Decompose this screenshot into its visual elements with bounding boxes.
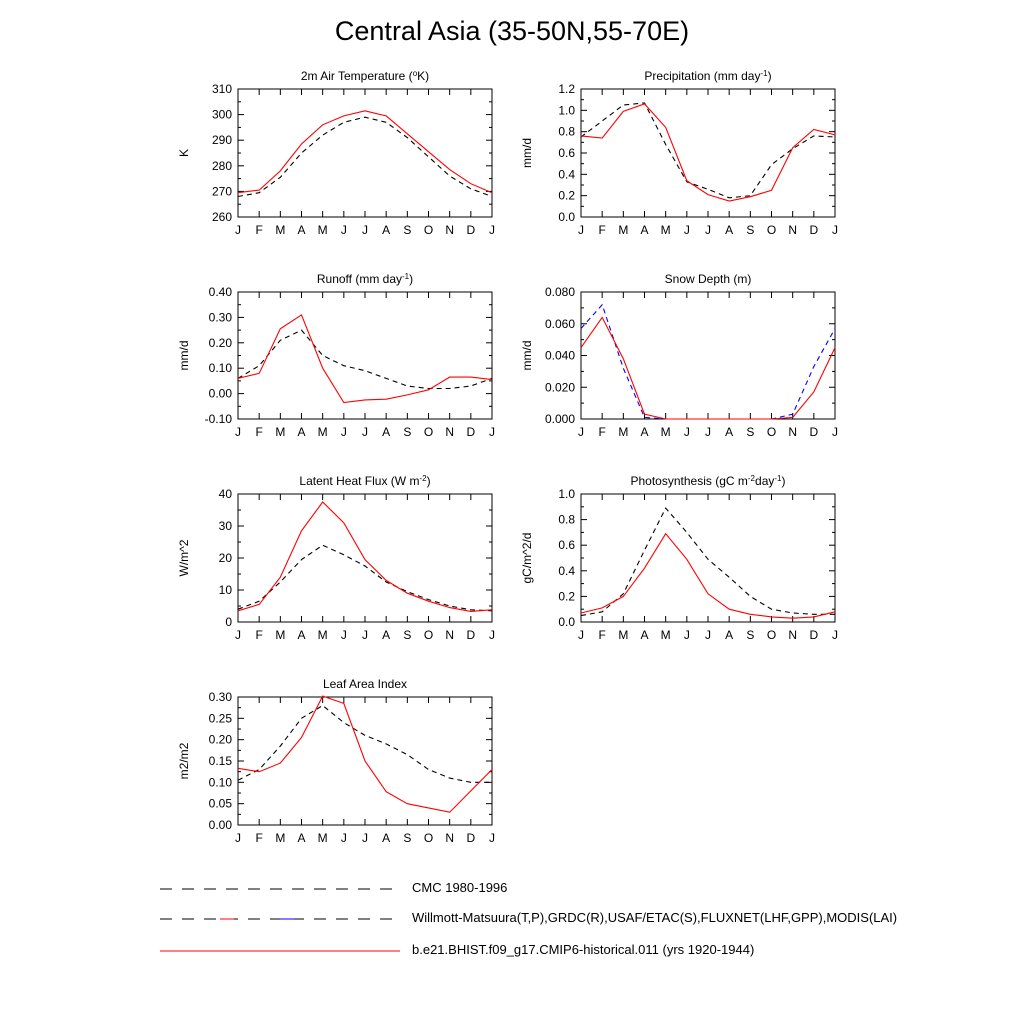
- plot-frame: [238, 494, 492, 622]
- x-tick-label: J: [340, 425, 347, 439]
- x-tick-label: J: [489, 628, 495, 642]
- x-tick-label: A: [640, 425, 649, 439]
- series-line-2: [581, 305, 835, 419]
- legend-label-model: b.e21.BHIST.f09_g17.CMIP6-historical.011 (yrs 1920-1944): [412, 942, 755, 957]
- x-tick-label: J: [832, 628, 838, 642]
- y-tick-label: 0.00: [208, 818, 232, 832]
- series-line-2: [238, 315, 492, 403]
- y-tick-label: 20: [218, 551, 232, 565]
- y-tick-label: 0.000: [544, 412, 575, 426]
- y-tick-label: 280: [211, 158, 232, 173]
- series-line-2: [238, 111, 492, 193]
- x-tick-label: M: [275, 831, 286, 845]
- y-tick-label: 0.020: [544, 380, 575, 395]
- y-tick-label: -0.10: [204, 412, 232, 426]
- panel-title: Precipitation (mm day$^{-1}$): [644, 68, 772, 83]
- x-tick-label: J: [489, 831, 495, 845]
- x-tick-label: J: [235, 425, 241, 439]
- x-tick-label: D: [809, 628, 819, 642]
- x-tick-label: A: [725, 223, 734, 237]
- x-tick-label: A: [297, 628, 306, 642]
- x-tick-label: D: [466, 628, 476, 642]
- y-tick-label: 0.05: [208, 796, 232, 811]
- x-tick-label: F: [255, 831, 263, 845]
- x-tick-label: A: [382, 223, 391, 237]
- y-tick-label: 0.4: [558, 167, 575, 182]
- series-line-2: [581, 534, 835, 619]
- panel-title: Latent Heat Flux (W $m^{-2}$): [299, 473, 431, 488]
- series-line-1: [238, 117, 492, 196]
- x-tick-label: M: [660, 628, 671, 642]
- x-tick-label: M: [275, 628, 286, 642]
- x-tick-label: A: [725, 628, 734, 642]
- legend-item-model: [160, 941, 980, 961]
- x-tick-label: F: [255, 425, 263, 439]
- y-axis-label: mm/d: [520, 340, 534, 371]
- x-tick-label: J: [235, 628, 241, 642]
- y-tick-label: 290: [211, 133, 232, 148]
- x-tick-label: S: [403, 628, 412, 642]
- x-tick-label: F: [255, 223, 263, 237]
- y-tick-label: 0.15: [208, 754, 232, 768]
- x-tick-label: M: [275, 223, 286, 237]
- x-tick-label: J: [578, 425, 584, 439]
- x-tick-label: O: [766, 425, 777, 439]
- x-tick-label: S: [746, 425, 755, 439]
- x-tick-label: J: [705, 628, 711, 642]
- x-tick-label: M: [660, 223, 671, 237]
- y-axis-label: K: [177, 148, 191, 158]
- y-tick-label: 40: [218, 487, 232, 501]
- x-tick-label: A: [382, 425, 391, 439]
- x-tick-label: O: [766, 628, 777, 642]
- x-tick-label: F: [598, 425, 606, 439]
- panel-title: Runoff (mm day$^{-1}$): [316, 271, 414, 286]
- x-tick-label: J: [578, 628, 584, 642]
- x-tick-label: O: [423, 831, 434, 845]
- page-title: Central Asia (35-50N,55-70E): [334, 16, 690, 46]
- plot-frame: [581, 494, 835, 622]
- x-tick-label: J: [362, 831, 368, 845]
- panel-title: Snow Depth (m): [664, 272, 752, 286]
- panel-lai: [177, 677, 495, 845]
- x-tick-label: J: [683, 223, 690, 237]
- x-tick-label: A: [640, 223, 649, 237]
- x-tick-label: M: [275, 425, 286, 439]
- x-tick-label: M: [618, 628, 629, 642]
- x-tick-label: J: [683, 628, 690, 642]
- x-tick-label: M: [317, 831, 328, 845]
- x-tick-label: F: [598, 223, 606, 237]
- series-line-1: [238, 545, 492, 611]
- x-tick-label: N: [788, 425, 798, 439]
- legend-swatch-model: [160, 941, 410, 961]
- y-tick-label: 1.0: [558, 103, 575, 118]
- x-tick-label: J: [362, 223, 368, 237]
- x-tick-label: O: [423, 628, 434, 642]
- x-tick-label: A: [297, 831, 306, 845]
- plot-frame: [238, 89, 492, 217]
- x-tick-label: M: [317, 425, 328, 439]
- x-tick-label: J: [832, 425, 838, 439]
- y-axis-label: mm/d: [177, 340, 191, 371]
- x-tick-label: O: [423, 223, 434, 237]
- legend-label-cmc: CMC 1980-1996: [412, 880, 508, 895]
- panel-title: Leaf Area Index: [322, 677, 408, 691]
- y-axis-label: gC/m^2/d: [520, 532, 534, 584]
- x-tick-label: M: [317, 223, 328, 237]
- x-tick-label: S: [746, 628, 755, 642]
- y-tick-label: 0.30: [208, 310, 232, 325]
- panel-latent-heat: [177, 474, 495, 643]
- x-tick-label: A: [297, 425, 306, 439]
- x-tick-label: J: [340, 223, 347, 237]
- x-tick-label: A: [640, 628, 649, 642]
- y-tick-label: 270: [211, 184, 232, 199]
- legend-item-cmc: [160, 879, 980, 899]
- x-tick-label: N: [445, 223, 455, 237]
- x-tick-label: N: [445, 628, 455, 642]
- y-tick-label: 0.0: [558, 210, 575, 224]
- y-axis-label: m2/m2: [177, 742, 191, 780]
- panel-title: 2m Air Temperature ($^o$K): [300, 68, 430, 83]
- y-tick-label: 0.00: [208, 386, 232, 401]
- x-tick-label: D: [809, 425, 819, 439]
- x-tick-label: J: [578, 223, 584, 237]
- y-tick-label: 30: [218, 519, 232, 533]
- x-tick-label: M: [317, 628, 328, 642]
- y-tick-label: 0.2: [558, 589, 575, 604]
- y-tick-label: 1.2: [558, 82, 575, 96]
- y-tick-label: 0.060: [544, 316, 575, 331]
- x-tick-label: O: [423, 425, 434, 439]
- legend-label-obs: Willmott-Matsuura(T,P),GRDC(R),USAF/ETAC(S),FLUXNET(LHF,GPP),MODIS(LAI): [412, 910, 898, 925]
- x-tick-label: J: [683, 425, 690, 439]
- legend-swatch-obs: [160, 909, 410, 929]
- x-tick-label: J: [362, 628, 368, 642]
- y-tick-label: 0.040: [544, 348, 575, 363]
- x-tick-label: M: [618, 223, 629, 237]
- y-tick-label: 0.30: [208, 690, 232, 704]
- y-tick-label: 10: [218, 583, 232, 597]
- series-line-2: [238, 502, 492, 611]
- x-tick-label: J: [235, 831, 241, 845]
- panel-photosynthesis: [520, 474, 838, 643]
- x-tick-label: D: [466, 425, 476, 439]
- x-tick-label: S: [746, 223, 755, 237]
- x-tick-label: N: [788, 628, 798, 642]
- x-tick-label: J: [235, 223, 241, 237]
- x-tick-label: D: [466, 831, 476, 845]
- y-tick-label: 0.0: [558, 615, 575, 629]
- panel-title: Photosynthesis (gC $m^{-2}day^{-1}$): [630, 473, 786, 488]
- panel-precipitation: [520, 69, 838, 238]
- y-tick-label: 0.080: [544, 285, 575, 299]
- x-tick-label: J: [489, 425, 495, 439]
- series-line-1: [581, 508, 835, 615]
- x-tick-label: A: [382, 628, 391, 642]
- panel-runoff: [177, 272, 495, 440]
- x-tick-label: J: [340, 831, 347, 845]
- x-tick-label: J: [362, 425, 368, 439]
- y-tick-label: 0.6: [558, 538, 575, 553]
- x-tick-label: M: [660, 425, 671, 439]
- x-tick-label: N: [445, 831, 455, 845]
- series-line-1: [238, 706, 492, 783]
- x-tick-label: J: [832, 223, 838, 237]
- x-tick-label: F: [598, 628, 606, 642]
- x-tick-label: A: [382, 831, 391, 845]
- x-tick-label: D: [466, 223, 476, 237]
- y-tick-label: 0.10: [208, 361, 232, 376]
- x-tick-label: J: [705, 223, 711, 237]
- y-tick-label: 0.6: [558, 146, 575, 160]
- series-line-2: [238, 696, 492, 812]
- x-tick-label: S: [403, 223, 412, 237]
- y-tick-label: 0: [225, 615, 232, 629]
- y-tick-label: 0.8: [558, 512, 575, 527]
- x-tick-label: A: [725, 425, 734, 439]
- y-tick-label: 0.20: [208, 732, 232, 747]
- x-tick-label: S: [403, 831, 412, 845]
- series-line-2: [581, 104, 835, 201]
- x-tick-label: N: [788, 223, 798, 237]
- y-tick-label: 0.4: [558, 563, 575, 578]
- y-axis-label: W/m^2: [177, 539, 191, 577]
- x-tick-label: O: [766, 223, 777, 237]
- x-tick-label: D: [809, 223, 819, 237]
- panel-temperature: [177, 69, 495, 238]
- legend-swatch-cmc: [160, 879, 410, 899]
- y-tick-label: 0.25: [208, 711, 232, 726]
- x-tick-label: N: [445, 425, 455, 439]
- y-tick-label: 310: [211, 82, 232, 96]
- y-tick-label: 300: [211, 107, 232, 122]
- x-tick-label: M: [618, 425, 629, 439]
- y-tick-label: 0.2: [558, 188, 575, 203]
- y-axis-label: mm/d: [520, 138, 534, 168]
- panel-snow-depth: [520, 272, 838, 439]
- x-tick-label: J: [705, 425, 711, 439]
- x-tick-label: S: [403, 425, 412, 439]
- x-tick-label: J: [340, 628, 347, 642]
- series-line-3: [581, 317, 835, 419]
- y-tick-label: 0.10: [208, 775, 232, 790]
- y-tick-label: 0.20: [208, 335, 232, 350]
- y-tick-label: 260: [211, 210, 232, 224]
- y-tick-label: 0.8: [558, 124, 575, 139]
- y-tick-label: 1.0: [558, 487, 575, 501]
- y-tick-label: 0.40: [208, 285, 232, 299]
- x-tick-label: A: [297, 223, 306, 237]
- legend-item-obs: [160, 909, 980, 929]
- x-tick-label: J: [489, 223, 495, 237]
- x-tick-label: F: [255, 628, 263, 642]
